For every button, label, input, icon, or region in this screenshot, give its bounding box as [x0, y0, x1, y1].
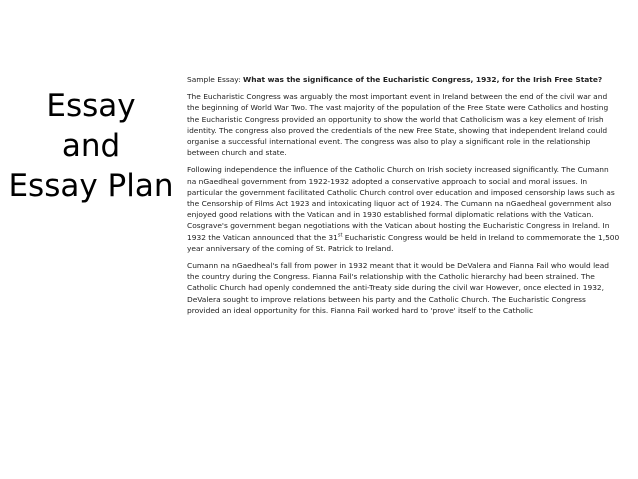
- sample-essay: [187, 74, 620, 322]
- slide-title: [0, 86, 182, 206]
- essay-paragraph-2-text-end: Eucharistic Congress would be held in Ireland to commemorate the 1,500 year anniversary of the coming of St. Patrick to Ireland.: [187, 232, 620, 253]
- ordinal-suffix: st: [337, 232, 343, 239]
- essay-paragraph-1: The Eucharistic Congress was arguably the most important event in Ireland between the end of the civil war and the beginning of World War Two. The vast majority of the population of the Free State were Catholics and hosting the Eucharistic Congress provided an opportunity to show the world that Catholicism was a key element of Irish identity. The congress also proved the credentials of the new Free State, showing that independent Ireland could organise a successful international event. The congress was also to play a significant role in the relationship between church and state.: [187, 92, 609, 158]
- slide-title-line-and: and: [61, 128, 121, 164]
- essay-label: Sample Essay:: [187, 75, 241, 84]
- essay-paragraph-2-text: Following independence the influence of the Catholic Church on Irish society increased significantly. The Cumann na nGaedheal government from 1922-1932 adopted a conservative approach to social and moral issues. In particular the government facilitated Catholic Church control over education and imposed censorship laws such as the Censorship of Films Act 1923 and intoxicating liquor act of 1924. The Cumann na nGaedheal government also enjoyed good relations with the Vatican and in 1930 established formal diplomatic relations with the Vatican. Cosgrave's government began negotiations with the Vatican about hosting the Eucharistic Congress in Ireland. In 1932 the Vatican announced that the 31: [187, 165, 615, 242]
- essay-heading: [187, 74, 620, 85]
- essay-question: What was the significance of the Eucharistic Congress, 1932, for the Irish Free State?: [243, 75, 603, 84]
- essay-paragraph-3: Cumann na nGaedheal's fall from power in 1932 meant that it would be DeValera and Fianna Fail who would lead the country during the Congress. Fianna Fail's relationship with the Catholic hierarchy had been strained. The Catholic Church had openly condemned the anti-Treaty side during the civil war However, once elected in 1932, DeValera sought to improve relations between his party and the Catholic Church. The Eucharistic Congress provided an ideal opportunity for this. Fianna Fail worked hard to 'prove' itself to the Catholic: [187, 261, 609, 315]
- slide-title-line-essay-plan: Essay Plan: [8, 168, 174, 204]
- slide-title-line-essay: Essay: [46, 88, 136, 124]
- essay-paragraph-2: [187, 164, 620, 254]
